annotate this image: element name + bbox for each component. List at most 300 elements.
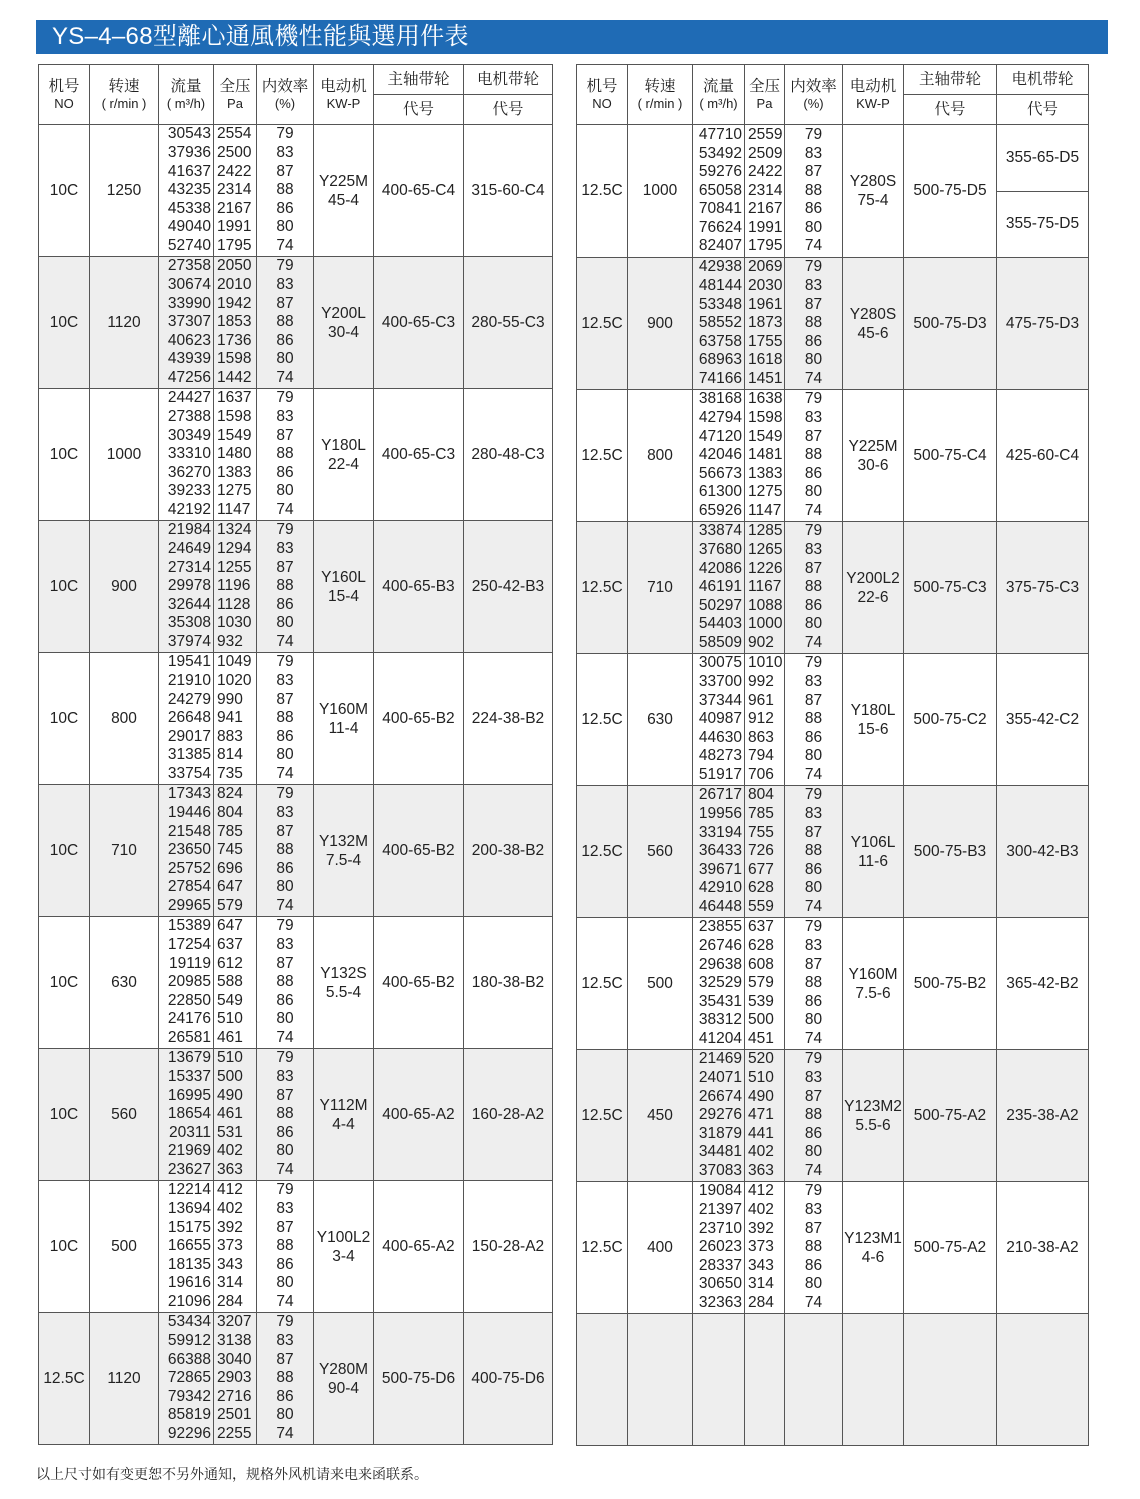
flow-cell-value: 53348: [698, 295, 742, 313]
flow-cell-value: 53434: [167, 1313, 211, 1331]
pressure-cell: [214, 785, 257, 917]
efficiency-cell-value: 87: [276, 954, 294, 972]
pressure-cell-list: [745, 654, 784, 784]
header-main-pulley: 主轴带轮: [904, 65, 997, 95]
pressure-cell-value: 510: [217, 1049, 243, 1067]
model-no-cell: 12.5C: [39, 1313, 90, 1445]
pressure-cell-value: 579: [748, 974, 774, 992]
flow-cell-value: 38312: [698, 1011, 742, 1029]
pressure-cell-value: 1010: [748, 654, 783, 672]
flow-cell-value: 33874: [698, 522, 742, 540]
header-motor: 电动机 KW-P: [314, 65, 374, 125]
flow-cell-value: 33754: [167, 764, 211, 782]
flow-cell-value: 26674: [698, 1087, 742, 1105]
flow-cell-value: 42794: [698, 409, 742, 427]
header-motor: 电动机 KW-P: [843, 65, 904, 125]
efficiency-cell-list: [785, 654, 842, 784]
speed-cell: 400: [628, 1182, 693, 1314]
motor-line: Y100L2: [316, 1228, 371, 1246]
efficiency-cell: [257, 653, 314, 785]
pressure-cell-value: 579: [217, 896, 243, 914]
page-title: YS–4–68型離心通風機性能與選用件表: [52, 23, 469, 50]
main-pulley-cell: 500-75-C4: [904, 390, 997, 522]
efficiency-cell-value: 74: [804, 633, 823, 651]
pressure-cell: [214, 257, 257, 389]
efficiency-cell-list: [257, 521, 313, 651]
efficiency-cell: [785, 654, 843, 786]
pressure-cell-value: 2509: [748, 144, 783, 162]
efficiency-cell-value: 83: [276, 276, 294, 294]
flow-cell-value: 51917: [698, 765, 742, 783]
flow-cell-list: [693, 654, 744, 784]
pressure-cell-value: 402: [748, 1143, 774, 1161]
efficiency-cell-value: 86: [804, 992, 823, 1010]
pressure-cell-value: 1598: [217, 350, 252, 368]
efficiency-cell-value: 86: [804, 860, 823, 878]
model-no-cell: 12.5C: [577, 1050, 628, 1182]
efficiency-cell-list: [257, 1313, 313, 1443]
flow-cell-value: 24279: [167, 690, 211, 708]
efficiency-cell-value: 87: [276, 1218, 294, 1236]
flow-cell-value: 58509: [698, 633, 742, 651]
pressure-cell: [214, 1049, 257, 1181]
flow-cell-value: 35308: [167, 614, 211, 632]
flow-cell-value: 19541: [167, 653, 211, 671]
flow-cell: [693, 1182, 745, 1314]
efficiency-cell-value: 79: [276, 389, 294, 407]
efficiency-cell: [257, 389, 314, 521]
pressure-cell-value: 628: [748, 879, 774, 897]
pressure-cell-value: 2422: [217, 162, 252, 180]
main-pulley-cell: 400-65-A2: [374, 1181, 464, 1313]
motor-line: 3-4: [332, 1247, 355, 1265]
efficiency-cell-value: 83: [804, 1201, 823, 1219]
flow-cell-list: [159, 1313, 213, 1443]
motor-lines: [843, 1229, 903, 1267]
pressure-cell-value: 612: [217, 954, 243, 972]
efficiency-cell-value: 88: [276, 1105, 294, 1123]
flow-cell-value: 29965: [167, 896, 211, 914]
efficiency-cell-value: 79: [804, 1050, 823, 1068]
efficiency-cell-value: 74: [276, 1424, 294, 1442]
pressure-cell-value: 1961: [748, 295, 783, 313]
model-no-cell: 12.5C: [577, 654, 628, 786]
motor-pulley-cell: 365-42-B2: [997, 918, 1089, 1050]
table-row: [39, 125, 553, 257]
main-pulley-cell: 400-65-C3: [374, 389, 464, 521]
motor-cell: [314, 785, 374, 917]
motor-pulley-cell: 425-60-C4: [997, 390, 1089, 522]
motor-line: Y280M: [318, 1360, 369, 1378]
flow-cell: [693, 522, 745, 654]
flow-cell-value: 40623: [167, 331, 211, 349]
motor-pulley-cell: 160-28-A2: [464, 1049, 553, 1181]
efficiency-cell-value: 86: [804, 1256, 823, 1274]
efficiency-cell-value: 83: [804, 673, 823, 691]
efficiency-cell: [785, 1050, 843, 1182]
pressure-cell-value: 785: [748, 805, 774, 823]
flow-cell-list: [693, 786, 744, 916]
efficiency-cell-value: 83: [276, 1068, 294, 1086]
efficiency-cell-value: 83: [276, 672, 294, 690]
pressure-cell-value: 2167: [217, 199, 252, 217]
flow-cell-value: 42192: [167, 500, 211, 518]
pressure-cell-value: 1020: [217, 672, 252, 690]
flow-cell-value: 21969: [167, 1142, 211, 1160]
main-pulley-cell: 500-75-D3: [904, 258, 997, 390]
flow-cell-value: 47710: [698, 125, 742, 143]
efficiency-cell-value: 87: [276, 558, 294, 576]
efficiency-cell-list: [785, 390, 842, 520]
efficiency-cell-value: 80: [804, 1011, 823, 1029]
pressure-cell-value: 2314: [748, 181, 783, 199]
flow-cell-value: 23627: [167, 1160, 211, 1178]
flow-cell-value: 24071: [698, 1069, 742, 1087]
pressure-cell-list: [214, 1181, 256, 1311]
flow-cell-value: 85819: [167, 1406, 211, 1424]
motor-line: 30-6: [857, 456, 889, 474]
pressure-cell-value: 814: [217, 746, 243, 764]
flow-cell-list: [693, 258, 744, 388]
pressure-cell-value: 2716: [217, 1387, 252, 1405]
flow-cell-value: 48273: [698, 747, 742, 765]
efficiency-cell-value: 79: [276, 785, 294, 803]
empty-cell: [745, 1314, 785, 1446]
pressure-cell-value: 1795: [748, 237, 783, 255]
motor-line: 75-4: [857, 192, 889, 209]
pressure-cell-value: 1167: [748, 578, 782, 596]
model-no-cell: 10C: [39, 521, 90, 653]
speed-cell: 450: [628, 1050, 693, 1182]
efficiency-cell-value: 87: [804, 295, 823, 313]
flow-cell-value: 30349: [167, 426, 211, 444]
pressure-cell-list: [214, 653, 256, 783]
efficiency-cell-value: 88: [276, 1369, 294, 1387]
pressure-cell-list: [214, 1049, 256, 1179]
efficiency-cell-value: 80: [804, 351, 823, 369]
flow-cell-value: 23650: [167, 841, 211, 859]
footnote: 以上尺寸如有变更恕不另外通知，规格外风机请来电来函联系。: [36, 1466, 428, 1482]
flow-cell-value: 30674: [167, 276, 211, 294]
flow-cell-value: 43939: [167, 350, 211, 368]
efficiency-cell: [257, 1313, 314, 1445]
motor-cell: [843, 125, 904, 258]
flow-cell-value: 37344: [698, 691, 742, 709]
spec-table-left: [38, 64, 553, 1445]
motor-line: 15-6: [857, 720, 889, 738]
speed-cell: 500: [628, 918, 693, 1050]
flow-cell-list: [693, 126, 744, 256]
flow-cell-value: 54403: [698, 615, 742, 633]
pressure-cell-value: 3138: [217, 1332, 252, 1350]
pressure-cell-list: [745, 258, 784, 388]
efficiency-cell: [785, 390, 843, 522]
motor-line: 45-6: [857, 324, 889, 342]
efficiency-cell-value: 79: [276, 1181, 294, 1199]
pressure-cell-value: 461: [217, 1028, 243, 1046]
efficiency-cell-value: 83: [276, 540, 294, 558]
efficiency-cell-value: 74: [276, 764, 294, 782]
flow-cell-list: [159, 257, 213, 387]
pressure-cell-value: 804: [217, 804, 243, 822]
pressure-cell-list: [214, 389, 256, 519]
efficiency-cell-value: 88: [804, 578, 823, 596]
efficiency-cell-value: 87: [804, 427, 823, 445]
flow-cell-value: 17343: [167, 785, 211, 803]
pressure-cell-value: 373: [217, 1237, 243, 1255]
pressure-cell-list: [214, 1313, 256, 1443]
efficiency-cell-value: 87: [276, 294, 294, 312]
speed-cell: 560: [628, 786, 693, 918]
pressure-cell-value: 755: [748, 823, 774, 841]
pressure-cell: [214, 917, 257, 1049]
pressure-cell-list: [745, 918, 784, 1048]
main-pulley-cell: 400-65-C4: [374, 125, 464, 257]
pressure-cell-value: 1442: [217, 368, 252, 386]
efficiency-cell-value: 79: [276, 1049, 294, 1067]
motor-line: Y225M: [848, 437, 898, 455]
flow-cell-value: 28337: [698, 1256, 742, 1274]
flow-cell-value: 39233: [167, 482, 211, 500]
flow-cell-value: 36433: [698, 842, 742, 860]
motor-lines: [314, 1228, 373, 1266]
efficiency-cell-value: 86: [276, 1387, 294, 1405]
flow-cell-value: 29638: [698, 955, 742, 973]
table-row: [39, 917, 553, 1049]
main-pulley-cell: 500-75-A2: [904, 1050, 997, 1182]
efficiency-cell-value: 79: [276, 125, 294, 143]
motor-cell: [843, 654, 904, 786]
flow-cell-value: 22850: [167, 991, 211, 1009]
motor-line: Y200L2: [846, 569, 900, 587]
model-no-cell: 12.5C: [577, 390, 628, 522]
motor-cell: [843, 258, 904, 390]
flow-cell-list: [159, 389, 213, 519]
table-row: [577, 1182, 1089, 1314]
efficiency-cell-value: 80: [804, 1275, 823, 1293]
pressure-cell-value: 461: [217, 1105, 243, 1123]
header-pressure: 全压 Pa: [745, 65, 785, 125]
pressure-cell-list: [214, 257, 256, 387]
efficiency-cell-value: 87: [804, 1219, 823, 1237]
pressure-cell-list: [214, 785, 256, 915]
efficiency-cell-value: 87: [804, 163, 823, 181]
motor-pulley-cell: 475-75-D3: [997, 258, 1089, 390]
pressure-cell: [745, 390, 785, 522]
motor-pulley-cell: 355-42-C2: [997, 654, 1089, 786]
pressure-cell: [214, 521, 257, 653]
efficiency-cell-value: 87: [276, 822, 294, 840]
flow-cell-value: 21910: [167, 672, 211, 690]
flow-cell-list: [159, 785, 213, 915]
speed-cell: 630: [628, 654, 693, 786]
efficiency-cell: [785, 918, 843, 1050]
motor-line: Y160M: [318, 700, 369, 718]
pressure-cell-value: 1638: [748, 390, 783, 408]
efficiency-cell-value: 79: [804, 522, 823, 540]
main-pulley-cell: 500-75-B3: [904, 786, 997, 918]
motor-cell: [314, 389, 374, 521]
pressure-cell-value: 500: [217, 1068, 243, 1086]
efficiency-cell-value: 88: [276, 841, 294, 859]
pressure-cell-value: 1088: [748, 596, 783, 614]
flow-cell-value: 30650: [698, 1275, 742, 1293]
table-row: [577, 786, 1089, 918]
efficiency-cell-value: 74: [804, 1161, 823, 1179]
motor-pulley-split: [997, 125, 1088, 257]
flow-cell-value: 19119: [169, 954, 211, 972]
efficiency-cell-value: 86: [276, 463, 294, 481]
efficiency-cell-value: 87: [804, 955, 823, 973]
efficiency-cell-value: 79: [804, 786, 823, 804]
flow-cell-value: 68963: [698, 351, 742, 369]
efficiency-cell-value: 87: [276, 426, 294, 444]
flow-cell-value: 15337: [167, 1068, 211, 1086]
pressure-cell-value: 1991: [217, 218, 252, 236]
pressure-cell-value: 785: [217, 822, 243, 840]
efficiency-cell-value: 74: [804, 369, 823, 387]
pressure-cell-value: 706: [748, 765, 774, 783]
efficiency-cell-value: 83: [804, 144, 823, 162]
efficiency-cell-value: 86: [804, 596, 823, 614]
efficiency-cell-value: 80: [276, 218, 294, 236]
flow-cell: [159, 917, 214, 1049]
motor-line: Y280S: [849, 173, 897, 190]
pressure-cell-value: 647: [217, 917, 243, 935]
flow-cell-list: [159, 1181, 213, 1311]
efficiency-cell-value: 80: [804, 218, 823, 236]
motor-lines: [843, 437, 903, 475]
table-row: [577, 390, 1089, 522]
efficiency-cell-value: 88: [276, 181, 294, 199]
pressure-cell-value: 471: [748, 1106, 774, 1124]
efficiency-cell-list: [257, 1181, 313, 1311]
main-pulley-cell: 500-75-C3: [904, 522, 997, 654]
efficiency-cell-value: 80: [276, 746, 294, 764]
efficiency-cell-value: 74: [276, 368, 294, 386]
model-no-cell: 12.5C: [577, 522, 628, 654]
flow-cell-value: 76624: [698, 218, 742, 236]
model-no-cell: 12.5C: [577, 786, 628, 918]
flow-cell-value: 21984: [167, 521, 211, 539]
flow-cell: [159, 785, 214, 917]
pressure-cell-value: 402: [217, 1200, 243, 1218]
pressure-cell-value: 402: [748, 1201, 774, 1219]
pressure-cell-value: 677: [748, 860, 774, 878]
pressure-cell-value: 510: [748, 1069, 774, 1087]
motor-pulley-cell: 315-60-C4: [464, 125, 553, 257]
motor-line: Y225M: [318, 172, 369, 190]
efficiency-cell-list: [785, 1050, 842, 1180]
pressure-cell-value: 735: [217, 764, 243, 782]
flow-cell-value: 42046: [698, 446, 742, 464]
flow-cell-value: 45338: [167, 199, 211, 217]
pressure-cell-list: [745, 126, 784, 256]
flow-cell-value: 50297: [698, 596, 742, 614]
motor-lines: [314, 832, 373, 870]
flow-cell-value: 27314: [167, 558, 211, 576]
header-main-pulley-code: 代号: [374, 95, 464, 125]
empty-cell: [628, 1314, 693, 1446]
pressure-cell-value: 1226: [748, 559, 783, 577]
pressure-cell-value: 1000: [748, 615, 783, 633]
motor-lines: [314, 568, 373, 606]
flow-cell-value: 37680: [698, 541, 742, 559]
flow-cell-value: 33700: [698, 673, 742, 691]
flow-cell-value: 36270: [167, 463, 211, 481]
table-row: [39, 653, 553, 785]
efficiency-cell-value: 79: [804, 390, 823, 408]
efficiency-cell-value: 83: [804, 409, 823, 427]
flow-cell-value: 59276: [698, 163, 742, 181]
pressure-cell-value: 863: [748, 728, 774, 746]
flow-cell: [159, 1181, 214, 1313]
motor-line: 22-6: [857, 588, 889, 606]
pressure-cell-value: 1755: [748, 332, 783, 350]
pressure-cell-value: 1873: [748, 314, 783, 332]
header-no: 机号 NO: [39, 65, 90, 125]
pressure-cell-value: 284: [217, 1292, 243, 1310]
model-no-cell: 10C: [39, 785, 90, 917]
main-pulley-cell: 400-65-B2: [374, 653, 464, 785]
efficiency-cell-value: 80: [276, 350, 294, 368]
empty-cell: [843, 1314, 904, 1446]
motor-lines: [843, 305, 903, 343]
model-no-cell: 10C: [39, 917, 90, 1049]
efficiency-cell: [257, 1181, 314, 1313]
flow-cell: [693, 918, 745, 1050]
motor-lines: [314, 700, 373, 738]
motor-line: 22-4: [327, 455, 360, 473]
flow-cell-value: 26581: [167, 1028, 211, 1046]
efficiency-cell-list: [785, 786, 842, 916]
flow-cell-value: 32363: [698, 1293, 742, 1311]
efficiency-cell-value: 83: [276, 408, 294, 426]
motor-line: Y123M2: [844, 1097, 902, 1115]
motor-cell: [843, 1050, 904, 1182]
flow-cell-value: 29017: [167, 727, 211, 745]
pressure-cell-list: [214, 125, 256, 255]
table-body-left: [39, 125, 553, 1445]
flow-cell-value: 46191: [698, 578, 742, 596]
header-motor-pulley-code: 代号: [464, 95, 553, 125]
efficiency-cell-value: 87: [276, 162, 294, 180]
motor-cell: [314, 1181, 374, 1313]
efficiency-cell-value: 83: [276, 804, 294, 822]
pressure-cell-value: 1128: [217, 595, 251, 613]
pressure-cell-list: [745, 786, 784, 916]
pressure-cell-value: 902: [748, 633, 774, 651]
flow-cell-value: 92296: [167, 1424, 211, 1442]
model-no-cell: 10C: [39, 1049, 90, 1181]
pressure-cell-value: 490: [748, 1087, 774, 1105]
pressure-cell-value: 343: [217, 1255, 243, 1273]
header-no: 机号 NO: [577, 65, 628, 125]
model-no-cell: 10C: [39, 389, 90, 521]
efficiency-cell-value: 87: [804, 559, 823, 577]
pressure-cell-value: 1255: [217, 558, 252, 576]
motor-cell: [843, 1182, 904, 1314]
flow-cell-value: 18654: [167, 1105, 211, 1123]
flow-cell-value: 26717: [698, 786, 742, 804]
motor-pulley-cell: [997, 125, 1089, 258]
efficiency-cell-value: 74: [804, 1029, 823, 1047]
pressure-cell-list: [745, 522, 784, 652]
header-main-pulley: 主轴带轮: [374, 65, 464, 95]
flow-cell-value: 30543: [167, 125, 211, 143]
flow-cell-value: 58552: [698, 314, 742, 332]
flow-cell: [159, 389, 214, 521]
